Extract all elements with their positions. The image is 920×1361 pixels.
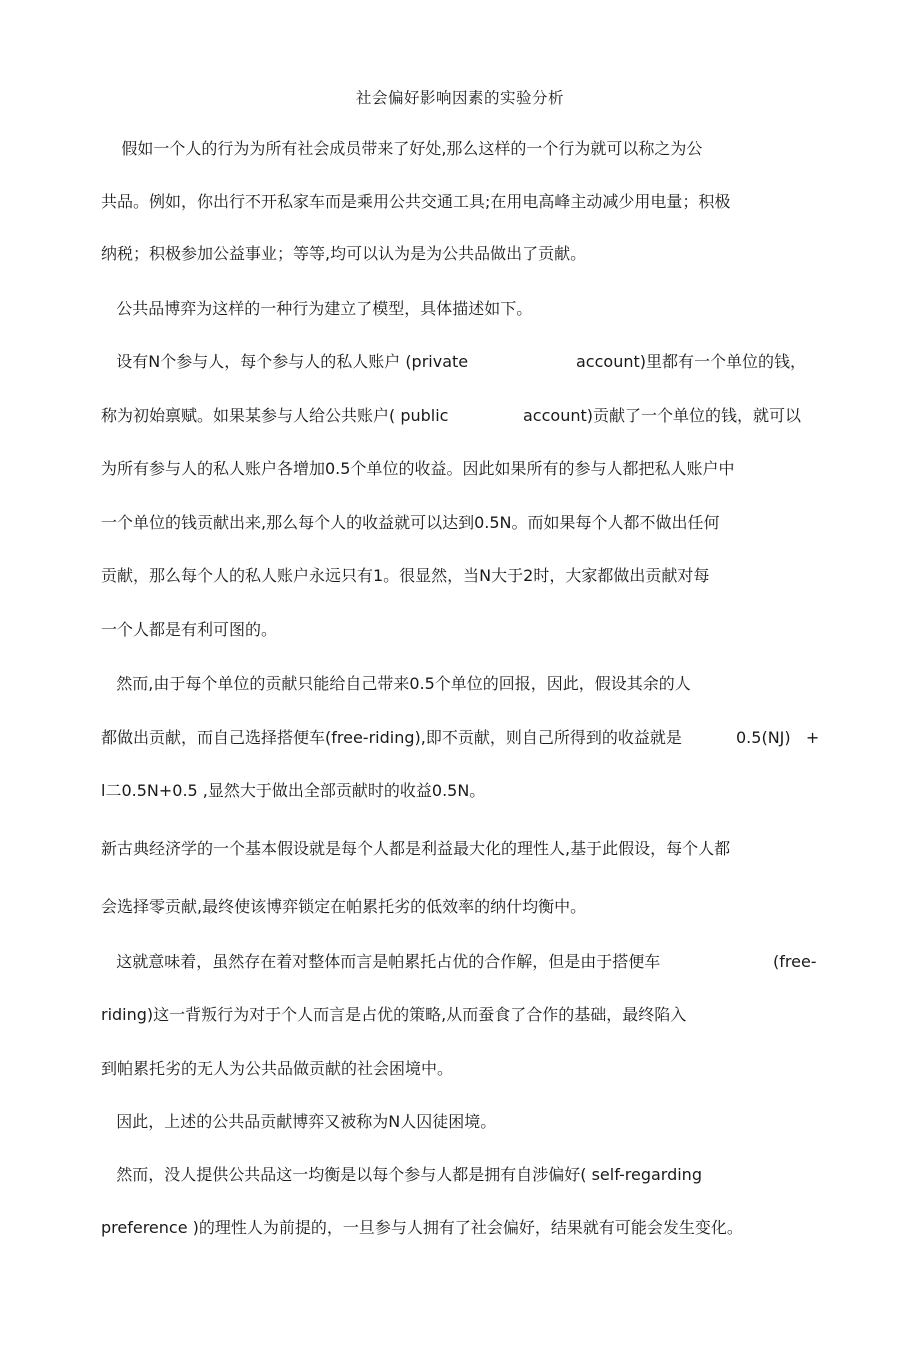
paragraph-line: 设有N个参与人，每个参与人的私人账户 (private xyxy=(101,352,469,371)
paragraph-line-fragment: account)里都有一个单位的钱， xyxy=(576,352,806,371)
paragraph-line-fragment: 0.5(NJ) + xyxy=(736,728,820,747)
paragraph-line: 一个人都是有利可图的。 xyxy=(101,620,278,639)
paragraph-line: 因此，上述的公共品贡献博弈又被称为N人囚徒困境。 xyxy=(101,1112,497,1131)
paragraph-line: 公共品博弈为这样的一种行为建立了模型，具体描述如下。 xyxy=(101,299,533,318)
paragraph-line: 然而,由于每个单位的贡献只能给自己带来0.5个单位的回报，因此，假设其余的人 xyxy=(101,674,691,693)
paragraph-line: 纳税；积极参加公益事业；等等,均可以认为是为公共品做出了贡献。 xyxy=(101,244,587,263)
paragraph-line: 共品。例如，你出行不开私家车而是乘用公共交通工具;在用电高峰主动减少用电量；积极 xyxy=(101,192,731,211)
paragraph-line: 称为初始禀赋。如果某参与人给公共账户( public xyxy=(101,406,449,425)
paragraph-line: 都做出贡献，而自己选择搭便车(free-riding),即不贡献，则自己所得到的收益就是 xyxy=(101,728,682,747)
paragraph-line: 会选择零贡献,最终使该博弈锁定在帕累托劣的低效率的纳什均衡中。 xyxy=(101,897,587,916)
paragraph-line: l二0.5N+0.5 ,显然大于做出全部贡献时的收益0.5N。 xyxy=(101,781,486,800)
paragraph-line: 到帕累托劣的无人为公共品做贡献的社会困境中。 xyxy=(101,1059,454,1078)
paragraph-line: riding)这一背叛行为对于个人而言是占优的策略,从而蚕食了合作的基础，最终陷入 xyxy=(101,1005,687,1024)
paragraph-line: 为所有参与人的私人账户各增加0.5个单位的收益。因此如果所有的参与人都把私人账户中 xyxy=(101,459,735,478)
paragraph-line: 一个单位的钱贡献出来,那么每个人的收益就可以达到0.5N。而如果每个人都不做出任何 xyxy=(101,513,720,532)
paragraph-line: preference )的理性人为前提的，一旦参与人拥有了社会偏好，结果就有可能会发生变化。 xyxy=(101,1218,743,1237)
document-title: 社会偏好影响因素的实验分析 xyxy=(355,89,564,107)
paragraph-line-fragment: (free- xyxy=(773,952,817,971)
paragraph-line: 假如一个人的行为为所有社会成员带来了好处,那么这样的一个行为就可以称之为公 xyxy=(101,139,703,158)
paragraph-line: 贡献，那么每个人的私人账户永远只有1。很显然，当N大于2时，大家都做出贡献对每 xyxy=(101,566,710,585)
paragraph-line: 新古典经济学的一个基本假设就是每个人都是利益最大化的理性人,基于此假设，每个人都 xyxy=(101,839,731,858)
paragraph-line: 然而，没人提供公共品这一均衡是以每个参与人都是拥有自涉偏好( self-regarding xyxy=(101,1165,702,1184)
paragraph-line-fragment: account)贡献了一个单位的钱，就可以 xyxy=(523,406,801,425)
paragraph-line: 这就意味着，虽然存在着对整体而言是帕累托占优的合作解，但是由于搭便车 xyxy=(101,952,661,971)
